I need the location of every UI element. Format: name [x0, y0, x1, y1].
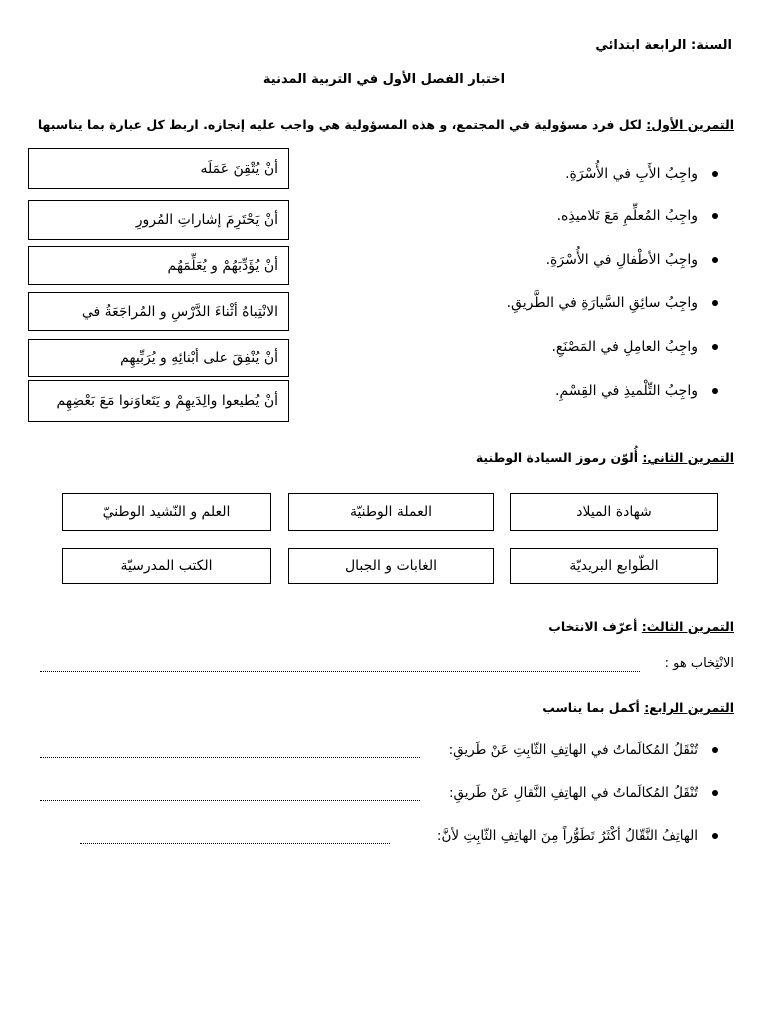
bullet-icon — [712, 171, 718, 177]
bullet-icon — [712, 344, 718, 350]
bullet-icon — [712, 388, 718, 394]
bullet-icon — [712, 790, 718, 796]
answer-box[interactable]: الانْتِباهُ أثْناءَ الدَّرْسِ و المُراجَعَةُ في — [28, 292, 289, 331]
bullet-icon — [712, 213, 718, 219]
answer-box[interactable]: أنْ يُتْقِنَ عَمَلَه — [28, 148, 289, 189]
answer-box[interactable]: أنْ يَحْتَرِمَ إشاراتِ المُرورِ — [28, 200, 289, 240]
exercise1-title: التمرين الأول: — [646, 117, 734, 132]
symbol-box[interactable]: الطّوابع البريديّة — [510, 548, 718, 584]
symbol-box[interactable]: العملة الوطنيّة — [288, 493, 494, 531]
bullet-icon — [712, 833, 718, 839]
list-item: واجِبُ الأَبِ في الأُسْرَةِ. — [565, 166, 718, 182]
list-item: واجِبُ الأطْفالِ في الأُسْرَةِ. — [546, 252, 718, 268]
list-item: واجِبُ المُعلِّمِ مَعَ تَلاميذِه. — [557, 208, 718, 224]
symbol-box[interactable]: شهادة الميلاد — [510, 493, 718, 531]
exercise3-prompt: الانْتِخاب هو : — [664, 656, 734, 671]
list-item: واجِبُ التِّلْميذِ في القِسْمِ. — [555, 383, 718, 399]
exercise3-instruction: أعرّف الانتخاب — [548, 619, 638, 634]
answer-line[interactable] — [40, 757, 420, 758]
answer-box[interactable]: أنْ يُنْفِقَ على أبْنائِهِ و يُرَبِّيهِم — [28, 339, 289, 377]
exercise2-heading — [476, 450, 734, 465]
symbol-box[interactable]: الغابات و الجبال — [288, 548, 494, 584]
exercise2-title: التمرين الثاني: — [642, 450, 734, 465]
exercise1-instruction: لكل فرد مسؤولية في المجتمع، و هذه المسؤولية هي واجب عليه إنجازه. اربط كل عبارة بما يناسبها — [37, 117, 642, 132]
answer-line[interactable] — [40, 800, 420, 801]
symbol-box[interactable]: الكتب المدرسيّة — [62, 548, 271, 584]
exercise4-title: التمرين الرابع: — [644, 700, 734, 715]
exercise3-heading — [548, 619, 734, 634]
answer-line[interactable] — [40, 671, 640, 672]
bullet-icon — [712, 257, 718, 263]
list-item: واجِبُ سائِقِ السَّيارَةِ في الطَّريقِ. — [507, 295, 718, 311]
exam-title: اختبار الفصل الأول في التربية المدنية — [262, 72, 506, 87]
exercise4-heading — [542, 700, 734, 715]
answer-line[interactable] — [80, 843, 390, 844]
bullet-icon — [712, 300, 718, 306]
exercise4-instruction: أكمل بما يناسب — [542, 700, 640, 715]
symbol-box[interactable]: العلم و النّشيد الوطنيّ — [62, 493, 271, 531]
exercise1-heading — [38, 117, 734, 132]
year-label: السنة: الرابعة ابتدائي — [595, 38, 732, 53]
list-item: واجِبُ العامِلِ في المَصْنَعِ. — [551, 339, 718, 355]
exercise2-instruction: أُلوّن رموز السيادة الوطنية — [475, 450, 638, 465]
answer-box[interactable]: أنْ يُطيعوا والِدَيهِمْ و يَتَعاوَنوا مَعَ بَعْضِهِم — [28, 380, 289, 422]
list-item: الهاتِفُ النَّقّالُ أكْثَرُ تَطَوُّراً مِنَ الهاتِفِ الثّابِتِ لأنَّ: — [437, 828, 718, 844]
exercise3-title: التمرين الثالث: — [641, 619, 734, 634]
bullet-icon — [712, 747, 718, 753]
list-item: تُنْقَلُ المُكالَماتُ في الهاتِفِ الثّابِتِ عَنْ طَريقِ: — [449, 742, 718, 758]
list-item: تُنْقَلُ المُكالَماتُ في الهاتِفِ النَّقالِ عَنْ طَريقِ: — [449, 785, 718, 801]
answer-box[interactable]: أنْ يُؤَدِّبَهُمْ و يُعَلِّمَهُم — [28, 246, 289, 285]
